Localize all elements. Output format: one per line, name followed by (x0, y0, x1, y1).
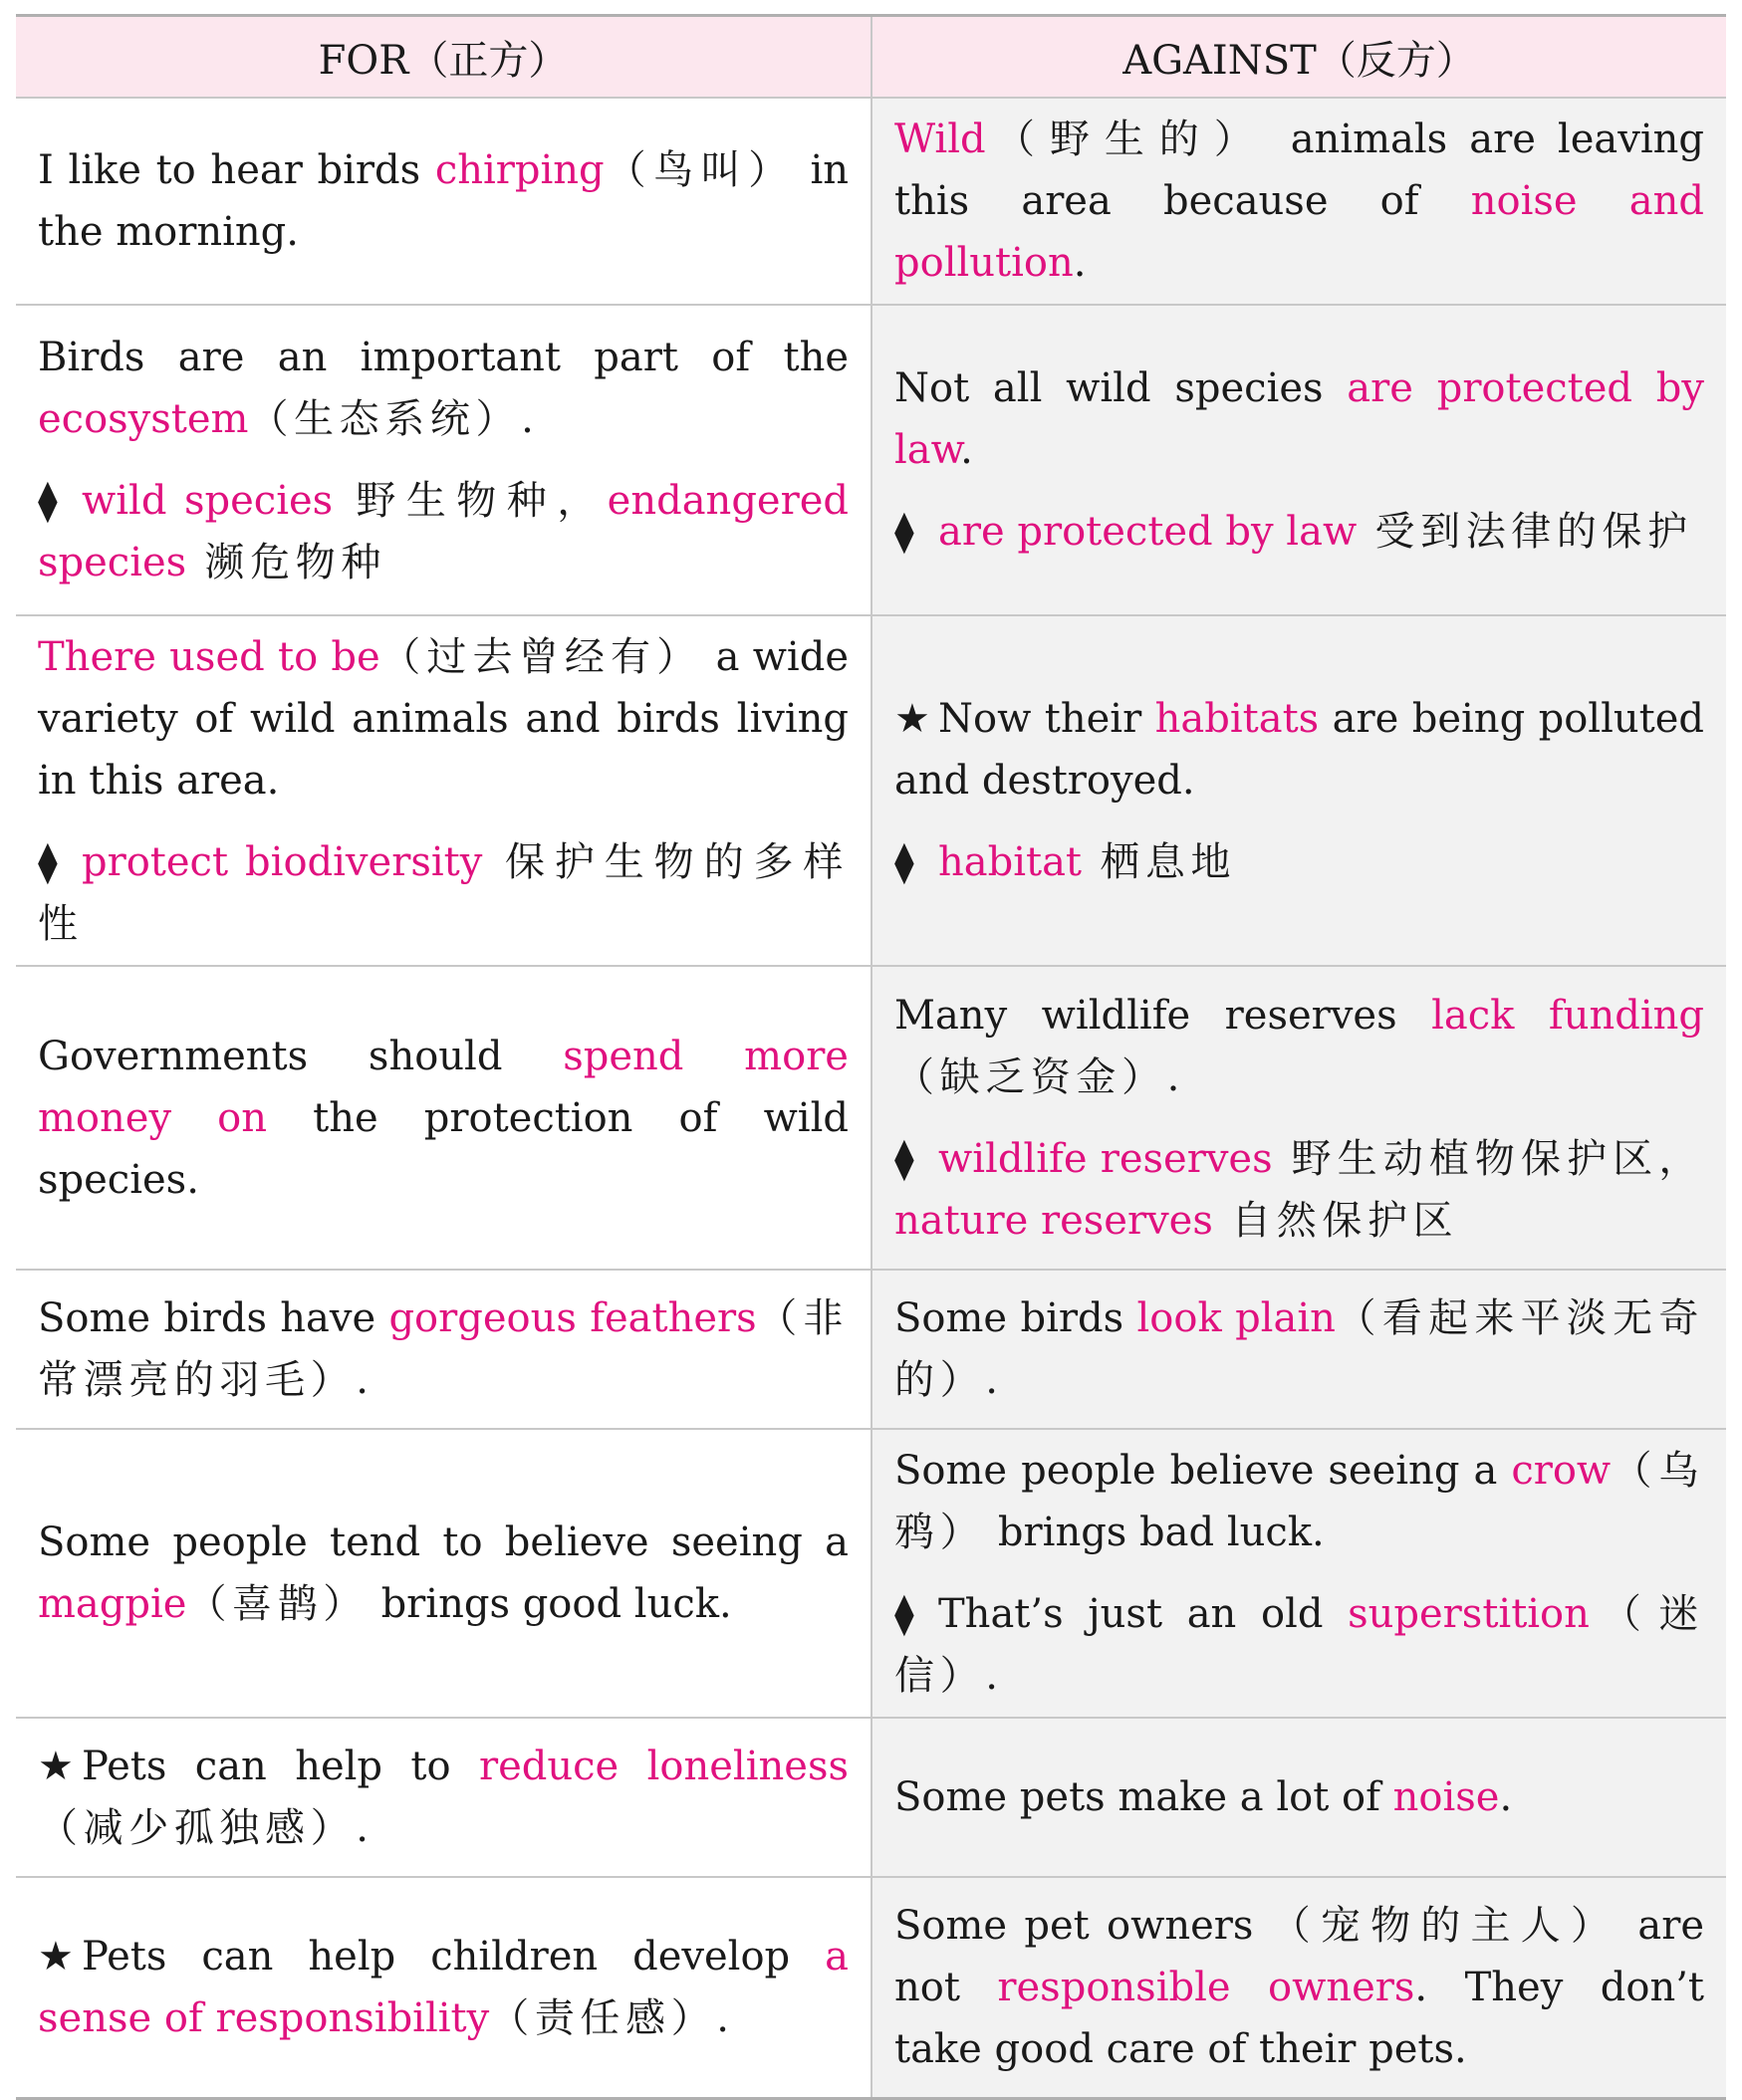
text-run: （非常漂亮的羽毛）. (38, 1295, 849, 1403)
text-run: Governments should (38, 1033, 564, 1079)
for-paragraph (38, 139, 849, 263)
text-run: animals are leaving this area because of (894, 117, 1705, 224)
diamond-icon: ⧫ (894, 1591, 914, 1637)
highlighted-term: look plain (1136, 1295, 1336, 1341)
text-run: Some birds have (38, 1295, 389, 1341)
for-paragraph (38, 1287, 849, 1411)
diamond-icon: ⧫ (894, 509, 914, 555)
for-cell (16, 305, 871, 615)
header-row (16, 16, 1726, 99)
text-run: （减少孤独感）. (38, 1805, 374, 1851)
text-run: （看起来平淡无奇的）. (894, 1295, 1704, 1403)
star-icon: ★ (38, 1933, 74, 1980)
for-cell (16, 1429, 871, 1718)
text-run: Now their (938, 696, 1155, 742)
table-row (16, 615, 1726, 966)
highlighted-term: are protected by law (894, 365, 1704, 473)
highlighted-term: magpie (38, 1581, 187, 1627)
text-run: Some people believe seeing a (894, 1448, 1512, 1494)
debate-table-wrapper (16, 14, 1726, 2100)
text-run: 野生动植物保护区， (1272, 1135, 1704, 1182)
diamond-icon: ⧫ (38, 839, 58, 885)
highlighted-term: noise (1392, 1774, 1500, 1820)
highlighted-term: habitat (938, 839, 1083, 885)
for-paragraph (38, 626, 849, 812)
against-cell (871, 966, 1726, 1270)
against-paragraph (894, 985, 1704, 1108)
against-cell (871, 1429, 1726, 1718)
highlighted-term: There used to be (38, 634, 380, 680)
text-run: Pets can help children develop (82, 1933, 826, 1980)
for-column-header: FOR（正方） (16, 16, 871, 99)
against-paragraph (894, 1766, 1704, 1828)
for-cell (16, 615, 871, 966)
text-run: That’s just an old (938, 1591, 1349, 1637)
highlighted-term: nature reserves (894, 1197, 1213, 1244)
text-run: . (960, 427, 973, 473)
highlighted-term: a sense of responsibility (38, 1933, 849, 2041)
for-paragraph (38, 327, 849, 450)
text-run: 栖息地 (1082, 839, 1237, 885)
highlighted-term: are protected by law (938, 509, 1358, 555)
text-run: the protection of wild species. (38, 1094, 849, 1203)
against-paragraph (894, 831, 1704, 893)
against-column-header: AGAINST（反方） (871, 16, 1726, 99)
against-paragraph (894, 688, 1704, 812)
for-cell (16, 966, 871, 1270)
text-run: （乌鸦） (894, 1448, 1704, 1555)
against-paragraph (894, 1583, 1704, 1707)
against-cell (871, 1718, 1726, 1877)
highlighted-term: wild species (82, 478, 334, 524)
for-cell (16, 1270, 871, 1429)
for-paragraph (38, 1026, 849, 1211)
text-run: （野生的） (985, 117, 1269, 162)
text-run: （生态系统）. (248, 396, 540, 442)
star-icon: ★ (894, 696, 930, 742)
text-run: （鸟叫） (604, 147, 796, 193)
highlighted-term: ecosystem (38, 396, 249, 442)
text-run: Some pets make a lot of (894, 1774, 1393, 1820)
highlighted-term: endangered species (38, 478, 849, 585)
for-paragraph (38, 831, 849, 955)
against-paragraph (894, 1287, 1704, 1411)
against-cell (871, 615, 1726, 966)
text-run: are being polluted and destroyed. (894, 696, 1705, 804)
highlighted-term: spend more money on (38, 1033, 849, 1141)
table-row (16, 1429, 1726, 1718)
for-cell (16, 98, 871, 305)
text-run: 野生物种， (333, 478, 608, 524)
highlighted-term: lack funding (1431, 992, 1704, 1039)
text-run: Birds are an important part of the (38, 335, 849, 380)
highlighted-term: habitats (1154, 696, 1320, 742)
highlighted-term: Wild (894, 117, 986, 162)
diamond-icon: ⧫ (894, 1135, 914, 1182)
table-row (16, 98, 1726, 305)
for-cell (16, 1718, 871, 1877)
text-run: Some birds (894, 1295, 1137, 1341)
table-row (16, 1718, 1726, 1877)
for-paragraph (38, 1926, 849, 2049)
highlighted-term: noise and pollution (894, 178, 1704, 286)
highlighted-term: chirping (434, 147, 605, 193)
text-run: . (1499, 1774, 1513, 1820)
text-run: Some pet owners (894, 1902, 1271, 1949)
table-body (16, 98, 1726, 2098)
debate-table (16, 14, 1726, 2100)
text-run: Pets can help to (82, 1744, 479, 1789)
text-run: 保护生物的多样性 (38, 839, 850, 947)
text-run: Some people tend to believe seeing a (38, 1519, 849, 1565)
text-run: brings bad luck. (985, 1510, 1325, 1555)
text-run: （宠物的主人） (1270, 1902, 1621, 1949)
for-cell (16, 1877, 871, 2098)
table-row (16, 966, 1726, 1270)
against-cell (871, 1270, 1726, 1429)
text-run: brings good luck. (368, 1581, 732, 1627)
text-run: are not (894, 1902, 1705, 2010)
highlighted-term: superstition (1348, 1591, 1590, 1637)
highlighted-term: crow (1511, 1448, 1612, 1494)
against-paragraph (894, 109, 1704, 294)
highlighted-term: reduce loneliness (478, 1744, 849, 1789)
text-run: 受到法律的保护 (1357, 509, 1693, 555)
text-run: （迷信）. (894, 1591, 1704, 1699)
text-run: （过去曾经有） (379, 634, 703, 680)
against-cell (871, 305, 1726, 615)
against-cell (871, 1877, 1726, 2098)
highlighted-term: responsible owners (997, 1964, 1415, 2010)
against-paragraph (894, 357, 1704, 481)
diamond-icon: ⧫ (894, 839, 914, 885)
text-run: （责任感）. (489, 1994, 735, 2041)
for-paragraph (38, 1512, 849, 1635)
text-run: （喜鹊） (186, 1581, 369, 1627)
text-run: . They don’t take good care of their pets. (894, 1964, 1705, 2072)
text-run: Many wildlife reserves (894, 992, 1432, 1039)
highlighted-term: gorgeous feathers (388, 1295, 757, 1341)
text-run: 自然保护区 (1212, 1197, 1459, 1244)
text-run: Not all wild species (894, 365, 1348, 411)
text-run: a wide variety of wild animals and birds living in this area. (38, 634, 849, 804)
highlighted-term: wildlife reserves (938, 1135, 1273, 1182)
text-run: 濒危物种 (186, 540, 386, 585)
star-icon: ★ (38, 1744, 74, 1789)
against-paragraph (894, 1128, 1704, 1252)
table-row (16, 1877, 1726, 2098)
for-paragraph (38, 1736, 849, 1859)
text-run: （缺乏资金）. (894, 1053, 1185, 1100)
against-paragraph (894, 1440, 1704, 1563)
text-run: I like to hear birds (38, 147, 435, 193)
diamond-icon: ⧫ (38, 478, 58, 524)
table-row (16, 305, 1726, 615)
table-row (16, 1270, 1726, 1429)
against-paragraph (894, 501, 1704, 563)
against-paragraph (894, 1895, 1704, 2080)
against-cell (871, 98, 1726, 305)
highlighted-term: protect biodiversity (82, 839, 483, 885)
text-run: in the morning. (38, 147, 849, 255)
text-run: . (1073, 240, 1087, 286)
for-paragraph (38, 470, 849, 593)
